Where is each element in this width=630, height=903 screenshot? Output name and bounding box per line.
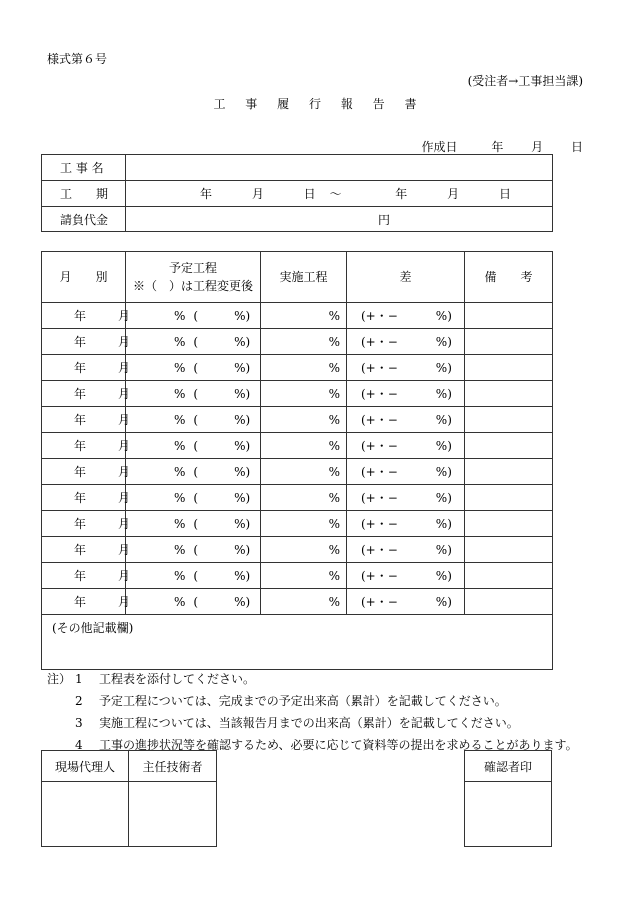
row-month-cell[interactable] (42, 381, 131, 407)
row-remarks-cell[interactable] (465, 355, 553, 381)
row-actual-pct: % (328, 438, 340, 453)
progress-row (42, 355, 553, 381)
row-remarks-cell[interactable] (465, 303, 553, 329)
row-planned-cell[interactable] (126, 485, 261, 511)
row-month-label: 月 (118, 595, 131, 609)
row-year-label: 年 (74, 387, 87, 401)
row-planned-open: ( (193, 308, 199, 323)
row-planned-open: ( (193, 386, 199, 401)
row-planned-pct: % (174, 594, 186, 609)
note-item (47, 668, 578, 690)
row-difference-close: %) (435, 465, 452, 479)
row-month-label: 月 (118, 387, 131, 401)
contract-name-field[interactable] (126, 155, 553, 181)
row-actual-pct: % (328, 308, 340, 323)
row-year-label: 年 (74, 439, 87, 453)
row-actual-pct: % (328, 594, 340, 609)
contract-info-table (41, 154, 553, 232)
row-month-cell[interactable] (42, 407, 131, 433)
row-actual-pct: % (328, 568, 340, 583)
progress-row (42, 407, 553, 433)
row-difference-close: %) (435, 595, 452, 609)
site-agent-header: 現場代理人 (42, 751, 129, 782)
row-planned-close: %) (234, 386, 251, 401)
note-text: 工程表を添付してください。 (99, 672, 256, 686)
row-difference-cell[interactable] (347, 407, 465, 433)
period-start-day: 日 (303, 187, 316, 201)
row-month-cell[interactable] (42, 589, 131, 615)
row-actual-pct: % (328, 542, 340, 557)
row-month-cell[interactable] (42, 511, 131, 537)
difference-header: 差 (347, 252, 465, 303)
chief-engineer-header: 主任技術者 (129, 751, 217, 782)
progress-row (42, 433, 553, 459)
row-planned-cell[interactable] (126, 511, 261, 537)
row-difference-close: %) (435, 335, 452, 349)
row-remarks-cell[interactable] (465, 485, 553, 511)
row-planned-cell[interactable] (126, 459, 261, 485)
month-column-header: 月 別 (42, 252, 126, 303)
row-actual-cell[interactable] (261, 381, 347, 407)
row-year-label: 年 (74, 335, 87, 349)
creation-year-label: 年 (491, 140, 504, 154)
contract-period-label: 工 期 (42, 181, 126, 207)
other-notes-label: (その他記載欄) (52, 621, 134, 635)
row-remarks-cell[interactable] (465, 589, 553, 615)
progress-row (42, 485, 553, 511)
row-year-label: 年 (74, 569, 87, 583)
row-difference-cell[interactable] (347, 459, 465, 485)
progress-row (42, 381, 553, 407)
period-separator: ～ (329, 187, 342, 201)
row-actual-pct: % (328, 516, 340, 531)
row-difference-close: %) (435, 569, 452, 583)
row-month-label: 月 (118, 517, 131, 531)
progress-row (42, 537, 553, 563)
row-planned-pct: % (174, 412, 186, 427)
row-month-cell[interactable] (42, 355, 131, 381)
row-month-cell[interactable] (42, 485, 131, 511)
row-planned-cell[interactable] (126, 537, 261, 563)
row-difference-cell[interactable] (347, 537, 465, 563)
row-actual-cell[interactable] (261, 407, 347, 433)
row-month-label: 月 (118, 491, 131, 505)
period-end-month: 月 (447, 187, 460, 201)
row-month-label: 月 (118, 413, 131, 427)
row-actual-cell[interactable] (261, 329, 347, 355)
progress-row (42, 329, 553, 355)
row-difference-close: %) (435, 543, 452, 557)
row-planned-cell[interactable] (126, 355, 261, 381)
row-planned-pct: % (174, 516, 186, 531)
row-difference-open: (+・− (361, 387, 398, 401)
row-planned-open: ( (193, 412, 199, 427)
row-planned-open: ( (193, 490, 199, 505)
row-planned-cell[interactable] (126, 589, 261, 615)
row-actual-cell[interactable] (261, 459, 347, 485)
notes-prefix: 注） (47, 672, 72, 686)
row-actual-pct: % (328, 334, 340, 349)
row-difference-cell[interactable] (347, 433, 465, 459)
row-planned-open: ( (193, 334, 199, 349)
row-difference-cell[interactable] (347, 589, 465, 615)
row-month-label: 月 (118, 543, 131, 557)
routing-note: (受注者→工事担当課) (467, 74, 583, 88)
row-difference-open: (+・− (361, 413, 398, 427)
row-difference-close: %) (435, 491, 452, 505)
other-notes-row (42, 615, 553, 670)
row-difference-close: %) (435, 517, 452, 531)
row-difference-close: %) (435, 387, 452, 401)
row-actual-cell[interactable] (261, 485, 347, 511)
row-difference-open: (+・− (361, 361, 398, 375)
confirmer-seal-box[interactable] (465, 782, 552, 847)
note-text: 実施工程については、当該報告月までの出来高（累計）を記載してください。 (99, 716, 519, 730)
notes-section (47, 668, 578, 756)
title-char: 工 (213, 97, 226, 111)
note-number: 4 (75, 738, 83, 752)
title-char: 告 (372, 97, 385, 111)
chief-engineer-seal-box[interactable] (129, 782, 217, 847)
row-difference-open: (+・− (361, 439, 398, 453)
row-planned-open: ( (193, 438, 199, 453)
row-planned-pct: % (174, 386, 186, 401)
row-month-label: 月 (118, 335, 131, 349)
row-planned-cell[interactable] (126, 329, 261, 355)
row-planned-pct: % (174, 568, 186, 583)
progress-table (41, 251, 553, 670)
row-planned-cell[interactable] (126, 563, 261, 589)
signature-table-left (41, 750, 217, 847)
row-actual-cell[interactable] (261, 355, 347, 381)
row-planned-close: %) (234, 464, 251, 479)
row-planned-close: %) (234, 542, 251, 557)
row-difference-close: %) (435, 309, 452, 323)
note-text: 工事の進捗状況等を確認するため、必要に応じて資料等の提出を求めることがあります。 (99, 738, 578, 752)
row-remarks-cell[interactable] (465, 459, 553, 485)
row-month-cell[interactable] (42, 329, 131, 355)
row-month-cell[interactable] (42, 563, 131, 589)
row-planned-close: %) (234, 308, 251, 323)
period-start-month: 月 (251, 187, 264, 201)
row-remarks-cell[interactable] (465, 433, 553, 459)
site-agent-seal-box[interactable] (42, 782, 129, 847)
row-planned-open: ( (193, 594, 199, 609)
period-end-year: 年 (395, 187, 408, 201)
note-number: 2 (75, 694, 83, 708)
signature-table-right (464, 750, 552, 847)
row-planned-pct: % (174, 490, 186, 505)
row-actual-pct: % (328, 360, 340, 375)
row-difference-cell[interactable] (347, 563, 465, 589)
row-actual-cell[interactable] (261, 589, 347, 615)
row-month-cell[interactable] (42, 303, 131, 329)
actual-progress-header: 実施工程 (261, 252, 347, 303)
row-planned-close: %) (234, 360, 251, 375)
note-text: 予定工程については、完成までの予定出来高（累計）を記載してください。 (99, 694, 507, 708)
contract-amount-label: 請負代金 (42, 207, 126, 232)
row-difference-open: (+・− (361, 595, 398, 609)
row-actual-cell[interactable] (261, 511, 347, 537)
row-difference-close: %) (435, 361, 452, 375)
row-month-label: 月 (118, 569, 131, 583)
row-month-label: 月 (118, 309, 131, 323)
other-notes-field[interactable] (42, 615, 553, 670)
row-difference-cell[interactable] (347, 355, 465, 381)
row-difference-open: (+・− (361, 335, 398, 349)
row-planned-pct: % (174, 334, 186, 349)
row-actual-cell[interactable] (261, 433, 347, 459)
row-month-cell[interactable] (42, 459, 131, 485)
contract-name-label: 工 事 名 (42, 155, 126, 181)
row-difference-cell[interactable] (347, 511, 465, 537)
title-char: 報 (340, 97, 353, 111)
confirmer-header: 確認者印 (465, 751, 552, 782)
document-title (0, 95, 630, 112)
row-year-label: 年 (74, 309, 87, 323)
title-char: 行 (308, 97, 321, 111)
contract-amount-field[interactable] (126, 207, 553, 232)
row-month-label: 月 (118, 439, 131, 453)
note-number: 3 (75, 716, 83, 730)
progress-header-row (42, 252, 553, 303)
row-year-label: 年 (74, 413, 87, 427)
row-actual-cell[interactable] (261, 303, 347, 329)
row-planned-pct: % (174, 438, 186, 453)
row-difference-open: (+・− (361, 543, 398, 557)
row-month-cell[interactable] (42, 433, 131, 459)
row-planned-pct: % (174, 360, 186, 375)
row-month-label: 月 (118, 465, 131, 479)
row-difference-close: %) (435, 413, 452, 427)
row-difference-open: (+・− (361, 491, 398, 505)
row-difference-open: (+・− (361, 465, 398, 479)
planned-progress-title: 予定工程 (168, 261, 217, 275)
row-planned-open: ( (193, 464, 199, 479)
row-difference-open: (+・− (361, 569, 398, 583)
row-actual-cell[interactable] (261, 563, 347, 589)
row-actual-pct: % (328, 386, 340, 401)
row-year-label: 年 (74, 465, 87, 479)
amount-unit: 円 (378, 212, 391, 227)
planned-progress-header (126, 252, 261, 303)
row-year-label: 年 (74, 517, 87, 531)
remarks-header: 備 考 (465, 252, 553, 303)
row-planned-cell[interactable] (126, 381, 261, 407)
row-planned-close: %) (234, 568, 251, 583)
row-actual-cell[interactable] (261, 537, 347, 563)
row-planned-close: %) (234, 412, 251, 427)
title-char: 履 (277, 97, 290, 111)
row-planned-pct: % (174, 542, 186, 557)
contract-period-field[interactable] (126, 181, 553, 207)
row-actual-pct: % (328, 412, 340, 427)
creation-month-label: 月 (531, 140, 544, 154)
row-planned-open: ( (193, 516, 199, 531)
row-planned-open: ( (193, 568, 199, 583)
row-difference-cell[interactable] (347, 329, 465, 355)
row-difference-open: (+・− (361, 517, 398, 531)
row-remarks-cell[interactable] (465, 537, 553, 563)
note-number: 1 (75, 672, 83, 686)
title-char: 書 (404, 97, 417, 111)
row-month-cell[interactable] (42, 537, 131, 563)
row-planned-close: %) (234, 516, 251, 531)
row-planned-pct: % (174, 308, 186, 323)
progress-row (42, 563, 553, 589)
row-difference-cell[interactable] (347, 485, 465, 511)
planned-progress-note: ※（ ）は工程変更後 (132, 279, 253, 293)
creation-day-label: 日 (570, 140, 583, 154)
row-planned-cell[interactable] (126, 433, 261, 459)
row-remarks-cell[interactable] (465, 381, 553, 407)
progress-rows (42, 303, 553, 615)
row-planned-pct: % (174, 464, 186, 479)
row-actual-pct: % (328, 464, 340, 479)
row-year-label: 年 (74, 595, 87, 609)
note-item (47, 712, 578, 734)
row-year-label: 年 (74, 491, 87, 505)
row-planned-cell[interactable] (126, 407, 261, 433)
row-planned-close: %) (234, 438, 251, 453)
row-difference-close: %) (435, 439, 452, 453)
row-planned-close: %) (234, 490, 251, 505)
form-number: 様式第６号 (47, 52, 108, 66)
row-planned-cell[interactable] (126, 303, 261, 329)
progress-row (42, 589, 553, 615)
row-difference-cell[interactable] (347, 303, 465, 329)
row-month-label: 月 (118, 361, 131, 375)
row-remarks-cell[interactable] (465, 329, 553, 355)
row-year-label: 年 (74, 543, 87, 557)
contract-name-row (42, 155, 553, 181)
title-char: 事 (245, 97, 258, 111)
contract-period-row (42, 181, 553, 207)
period-start-year: 年 (199, 187, 212, 201)
row-planned-close: %) (234, 594, 251, 609)
row-actual-pct: % (328, 490, 340, 505)
note-item (47, 690, 578, 712)
row-year-label: 年 (74, 361, 87, 375)
row-difference-open: (+・− (361, 309, 398, 323)
period-end-day: 日 (498, 187, 511, 201)
progress-row (42, 511, 553, 537)
contract-amount-row (42, 207, 553, 232)
row-remarks-cell[interactable] (465, 511, 553, 537)
row-planned-close: %) (234, 334, 251, 349)
row-remarks-cell[interactable] (465, 563, 553, 589)
creation-date (422, 138, 584, 155)
row-planned-open: ( (193, 360, 199, 375)
row-planned-open: ( (193, 542, 199, 557)
progress-row (42, 303, 553, 329)
row-remarks-cell[interactable] (465, 407, 553, 433)
creation-date-label: 作成日 (421, 140, 458, 154)
progress-row (42, 459, 553, 485)
row-difference-cell[interactable] (347, 381, 465, 407)
